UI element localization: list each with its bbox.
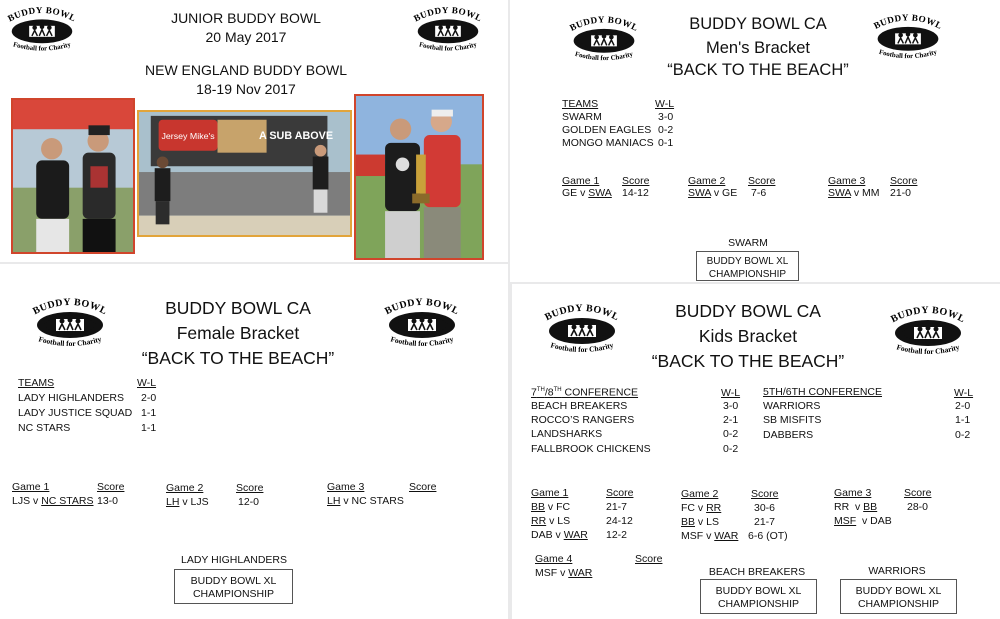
female-score-label: Score — [236, 482, 264, 494]
kids-matchup: MSF v DAB — [834, 515, 892, 527]
kids-score: 24-12 — [606, 515, 633, 527]
mens-championship-box — [696, 251, 799, 281]
mens-game-label: Game 1 — [562, 175, 600, 187]
champ-line-2: CHAMPIONSHIP — [717, 598, 800, 610]
kids-matchup: FC v RR — [681, 502, 722, 514]
female-score: 12-0 — [238, 496, 260, 508]
mens-score-label: Score — [890, 175, 918, 187]
kids-score: 21-7 — [606, 501, 628, 513]
kids-team-wl: 0-2 — [723, 443, 739, 455]
champ-line-1: BUDDY BOWL XL — [706, 256, 789, 267]
female-game-label: Game 3 — [327, 481, 365, 493]
buddy-bowl-logo — [372, 284, 472, 362]
mens-matchup: SWA v GE — [688, 187, 738, 199]
buddy-bowl-logo — [402, 2, 494, 57]
kids-score: 28-0 — [907, 501, 929, 513]
kids-game-label: Game 1 — [531, 487, 569, 499]
mens-score: 7-6 — [751, 187, 767, 199]
champ-line-2: CHAMPIONSHIP — [192, 588, 275, 600]
female-score: 13-0 — [97, 495, 119, 507]
kids-conf78-header: 7TH/8TH CONFERENCE — [531, 386, 639, 399]
female-matchup: LH v LJS — [166, 496, 209, 508]
kids-score: 30-6 — [754, 502, 776, 514]
female-score-label: Score — [97, 481, 125, 493]
mens-team-name: GOLDEN EAGLES — [562, 124, 652, 136]
kids-champion-2: WARRIORS — [868, 565, 926, 577]
mens-matchup: SWA v MM — [828, 187, 880, 199]
junior-date: 20 May 2017 — [205, 29, 287, 45]
female-game-label: Game 2 — [166, 482, 204, 494]
kids-team-name: WARRIORS — [763, 400, 821, 412]
kids-matchup: RR v BB — [834, 501, 878, 513]
kids-champion-1: BEACH BREAKERS — [708, 566, 806, 578]
kids-conf56-wl-header: W-L — [954, 387, 974, 399]
kids-score: 21-7 — [754, 516, 776, 528]
photo-new-england-trophy — [354, 94, 484, 260]
kids-score-label: Score — [751, 488, 779, 500]
kids-team-name: ROCCO’S RANGERS — [531, 414, 635, 426]
mens-matchup: GE v SWA — [562, 187, 612, 199]
kids-panel — [512, 284, 1000, 619]
kids-score-label: Score — [606, 487, 634, 499]
kids-team-name: SB MISFITS — [763, 414, 822, 426]
mens-score: 21-0 — [890, 187, 912, 199]
mens-team-wl: 3-0 — [658, 111, 674, 123]
female-title-2: Female Bracket — [176, 323, 300, 343]
kids-game-label: Game 3 — [834, 487, 872, 499]
mens-score: 14-12 — [622, 187, 649, 199]
photo-junior-two-men — [11, 98, 135, 254]
kids-title-2: Kids Bracket — [698, 326, 798, 346]
champ-line-2: CHAMPIONSHIP — [857, 598, 940, 610]
kids-team-name: DABBERS — [763, 429, 814, 441]
mens-title-3: “BACK TO THE BEACH” — [667, 61, 849, 79]
junior-title: JUNIOR BUDDY BOWL — [171, 10, 321, 26]
kids-matchup: MSF v WAR — [535, 567, 593, 579]
female-wl-header: W-L — [137, 377, 157, 389]
kids-score: 6-6 (OT) — [748, 530, 788, 542]
kids-team-wl: 2-1 — [723, 414, 739, 426]
sign-text: Jersey Mike's — [161, 131, 215, 142]
mens-team-wl: 0-2 — [658, 124, 674, 136]
kids-score: 12-2 — [606, 529, 628, 541]
mens-team-name: MONGO MANIACS — [562, 137, 654, 149]
female-champion: LADY HIGHLANDERS — [180, 554, 287, 566]
kids-matchup: MSF v WAR — [681, 530, 739, 542]
kids-score-label: Score — [635, 553, 663, 565]
female-matchup: LJS v NC STARS — [12, 495, 94, 507]
kids-team-wl: 0-2 — [723, 428, 739, 440]
kids-team-name: BEACH BREAKERS — [531, 400, 628, 412]
banner-text: A SUB ABOVE — [258, 130, 334, 143]
kids-score-label: Score — [904, 487, 932, 499]
female-title-1: BUDDY BOWL CA — [165, 298, 311, 318]
kids-team-wl: 2-0 — [955, 400, 971, 412]
mens-champion: SWARM — [728, 237, 768, 249]
kids-team-wl: 3-0 — [723, 400, 739, 412]
female-team-name: NC STARS — [18, 422, 71, 434]
mens-team-wl: 0-1 — [658, 137, 674, 149]
mens-title-1: BUDDY BOWL CA — [689, 15, 827, 33]
buddy-bowl-logo — [20, 284, 120, 362]
junior-panel — [0, 0, 508, 262]
female-matchup: LH v NC STARS — [327, 495, 404, 507]
kids-matchup: RR v LS — [531, 515, 571, 527]
female-score-label: Score — [409, 481, 437, 493]
mens-panel — [510, 0, 1000, 282]
kids-matchup: DAB v WAR — [531, 529, 588, 541]
female-championship-box — [174, 569, 293, 604]
champ-line-2: CHAMPIONSHIP — [708, 269, 787, 280]
female-team-wl: 1-1 — [141, 422, 157, 434]
buddy-bowl-logo — [878, 292, 978, 370]
kids-team-name: FALLBROOK CHICKENS — [531, 443, 651, 455]
photo-jersey-mikes-sign — [137, 110, 352, 237]
kids-title-1: BUDDY BOWL CA — [675, 301, 821, 321]
mens-game-label: Game 2 — [688, 175, 726, 187]
champ-line-1: BUDDY BOWL XL — [715, 585, 802, 597]
buddy-bowl-logo — [558, 6, 650, 72]
mens-score-label: Score — [748, 175, 776, 187]
female-team-wl: 2-0 — [141, 392, 157, 404]
new-england-title: NEW ENGLAND BUDDY BOWL — [145, 62, 347, 78]
mens-wl-header: W-L — [655, 98, 675, 110]
kids-matchup: BB v LS — [681, 516, 719, 528]
female-game-label: Game 1 — [12, 481, 50, 493]
kids-matchup: BB v FC — [531, 501, 571, 513]
kids-team-wl: 0-2 — [955, 429, 971, 441]
new-england-date: 18-19 Nov 2017 — [196, 81, 296, 97]
kids-championship-box-2 — [840, 579, 957, 614]
buddy-bowl-logo — [532, 290, 632, 368]
kids-game-label: Game 4 — [535, 553, 573, 565]
champ-line-1: BUDDY BOWL XL — [855, 585, 942, 597]
kids-team-wl: 1-1 — [955, 414, 971, 426]
kids-title-3: “BACK TO THE BEACH” — [651, 351, 845, 371]
kids-championship-box-1 — [700, 579, 817, 614]
mens-game-label: Game 3 — [828, 175, 866, 187]
buddy-bowl-logo — [862, 4, 954, 70]
mens-title-2: Men's Bracket — [705, 39, 811, 57]
mens-teams-header: TEAMS — [562, 98, 599, 110]
female-team-name: LADY JUSTICE SQUAD — [18, 407, 133, 419]
female-teams-header: TEAMS — [18, 377, 55, 389]
female-panel — [0, 264, 508, 619]
kids-conf78-wl-header: W-L — [721, 387, 741, 399]
female-team-name: LADY HIGHLANDERS — [18, 392, 125, 404]
champ-line-1: BUDDY BOWL XL — [190, 575, 277, 587]
kids-game-label: Game 2 — [681, 488, 719, 500]
kids-team-name: LANDSHARKS — [531, 428, 603, 440]
buddy-bowl-logo — [0, 2, 88, 57]
female-team-wl: 1-1 — [141, 407, 157, 419]
mens-team-name: SWARM — [562, 111, 602, 123]
female-title-3: “BACK TO THE BEACH” — [141, 348, 335, 368]
mens-score-label: Score — [622, 175, 650, 187]
kids-conf56-header: 5TH/6TH CONFERENCE — [763, 386, 883, 398]
